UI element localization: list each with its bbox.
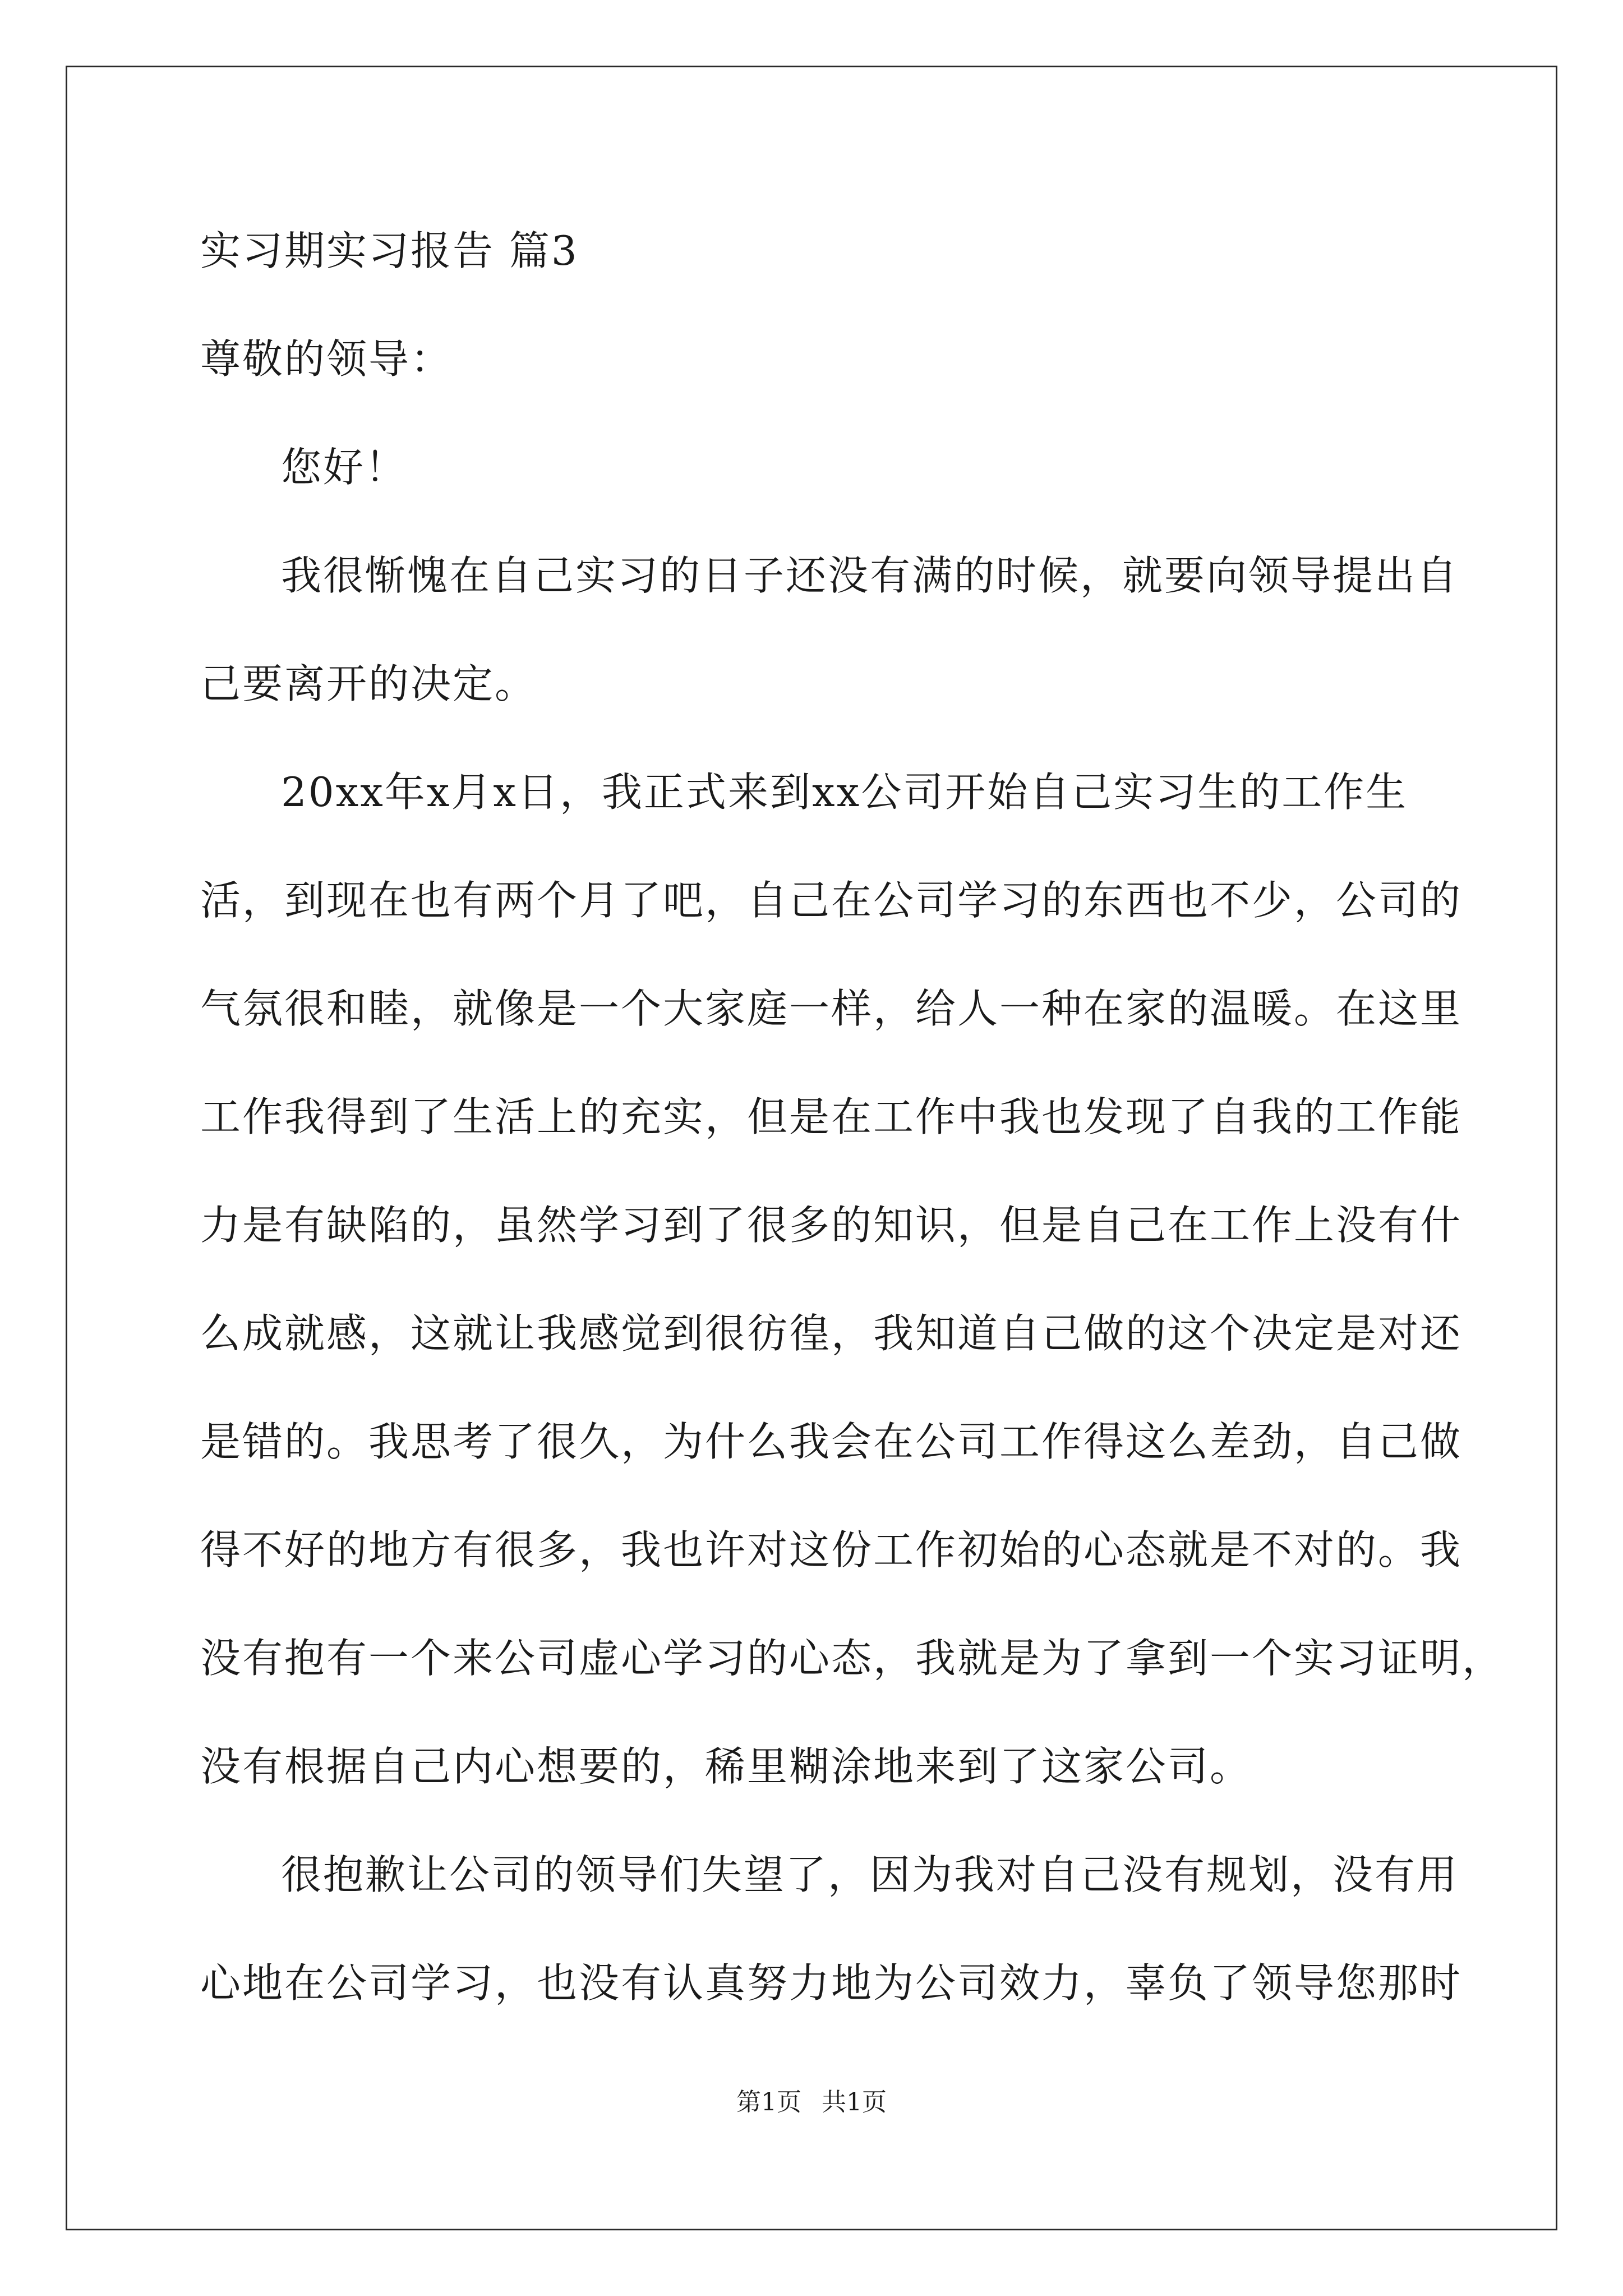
document-heading: 实习期实习报告 篇3 [200,227,579,274]
paragraph-line: 我很惭愧在自己实习的日子还没有满的时候，就要向领导提出自 [281,552,1459,599]
paragraph-line: 没有根据自己内心想要的，稀里糊涂地来到了这家公司。 [200,1743,1252,1790]
paragraph-line: 气氛很和睦，就像是一个大家庭一样，给人一种在家的温暖。在这里 [200,985,1463,1032]
page-footer [0,2086,1623,2119]
paragraph-line: 心地在公司学习，也没有认真努力地为公司效力，辜负了领导您那时 [200,1959,1463,2007]
page-number: 第1页 [736,2088,801,2116]
page-border [66,66,1557,2230]
greeting: 您好！ [281,444,408,491]
paragraph-line: 己要离开的决定。 [200,660,537,707]
paragraph-line: 得不好的地方有很多，我也许对这份工作初始的心态就是不对的。我 [200,1526,1463,1573]
paragraph-line: 活，到现在也有两个月了吧，自己在公司学习的东西也不少，公司的 [200,877,1463,924]
paragraph-line: 么成就感，这就让我感觉到很彷徨，我知道自己做的这个决定是对还 [200,1310,1463,1357]
paragraph-line: 是错的。我思考了很久，为什么我会在公司工作得这么差劲，自己做 [200,1418,1463,1465]
paragraph-line: 很抱歉让公司的领导们失望了，因为我对自己没有规划，没有用 [281,1851,1459,1898]
paragraph-line: 20xx年x月x日，我正式来到xx公司开始自己实习生的工作生 [281,769,1408,816]
salutation: 尊敬的领导： [200,335,453,383]
paragraph-line: 工作我得到了生活上的充实，但是在工作中我也发现了自我的工作能 [200,1093,1463,1140]
paragraph-line: 没有抱有一个来公司虚心学习的心态，我就是为了拿到一个实习证明， [200,1635,1505,1682]
page-total: 共1页 [822,2088,887,2116]
paragraph-line: 力是有缺陷的，虽然学习到了很多的知识，但是自己在工作上没有什 [200,1202,1463,1249]
